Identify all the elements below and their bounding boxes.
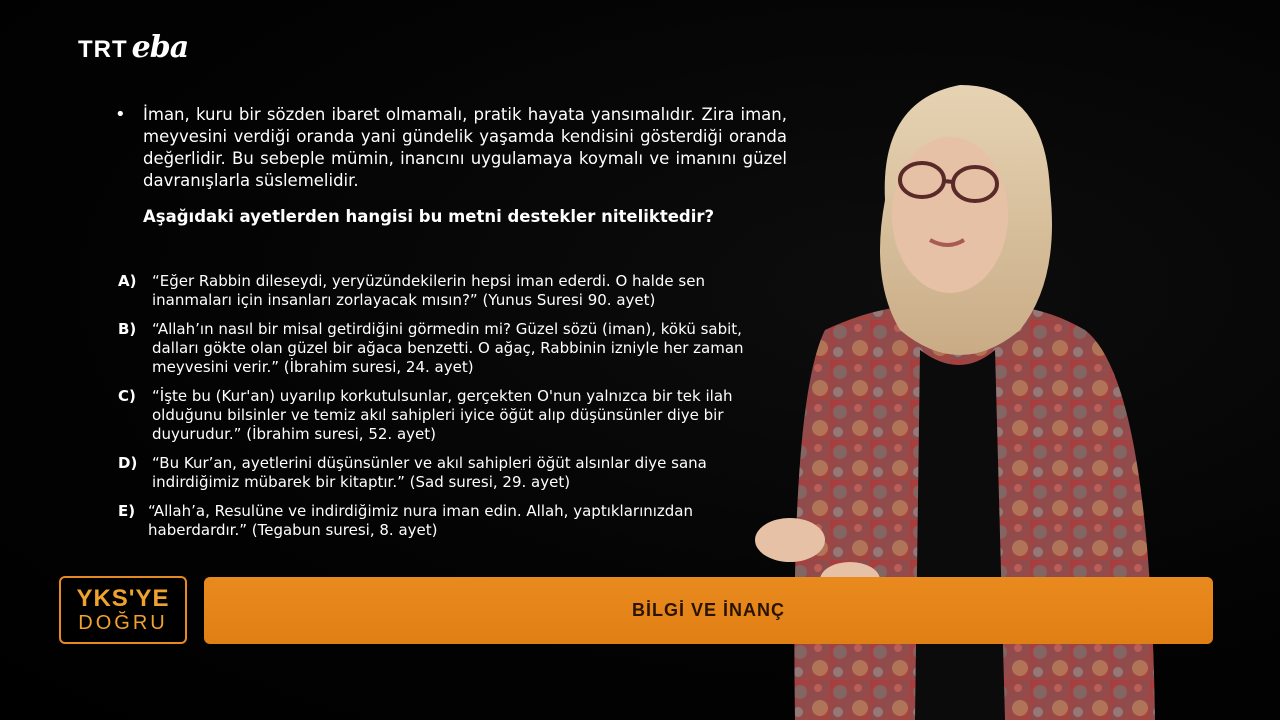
logo-trt-text: TRT (78, 36, 128, 63)
option-c (118, 387, 783, 444)
yks-badge-line1: YKS'YE (76, 585, 170, 612)
topic-banner (204, 577, 1213, 644)
question-stem: Aşağıdaki ayetlerden hangisi bu metni destekler niteliktedir? (143, 207, 715, 226)
option-a (118, 272, 783, 310)
option-letter: E) (118, 502, 136, 520)
option-d (118, 454, 783, 492)
answer-options (118, 272, 783, 550)
option-text: “Eğer Rabbin dileseydi, yeryüzündekilerin hepsi iman ederdi. O halde sen inanmaları için insanları zorlayacak mısın?” (Yunus Suresi 90. ayet) (152, 272, 705, 309)
option-letter: D) (118, 454, 138, 472)
question-block (115, 104, 787, 228)
option-text: “Allah’ın nasıl bir misal getirdiğini görmedin mi? Güzel sözü (iman), kökü sabit, dalları gökte olan güzel bir ağaca benzetti. O ağaç, Rabbinin izniyle her zaman meyvesini verir.” (İbrahim suresi, 24. ayet) (152, 320, 744, 376)
yks-badge (59, 576, 187, 644)
question-paragraph: İman, kuru bir sözden ibaret olmamalı, pratik hayata yansımalıdır. Zira iman, meyvesini verdiği oranda yani gündelik yaşamda kendisini gösterdiği oranda değerlidir. Bu sebeple mümin, inancını uygulamaya koymalı ve imanını güzel davranışlarla süslemelidir. (143, 105, 787, 190)
option-letter: C) (118, 387, 136, 405)
option-letter: B) (118, 320, 137, 338)
topic-title: BİLGİ VE İNANÇ (631, 600, 785, 620)
bullet-icon: • (115, 104, 126, 125)
question-paragraph-row (115, 104, 787, 192)
yks-badge-line2: DOĞRU (78, 612, 168, 634)
logo-eba-text: eba (131, 30, 189, 65)
trt-eba-logo (78, 30, 188, 65)
option-text: “İşte bu (Kur'an) uyarılıp korkutulsunlar, gerçekten O'nun yalnızca bir tek ilah olduğunu bilsinler ve temiz akıl sahipleri iyice öğüt alıp düşünsünler diye bir duyurudur.” (İbrahim suresi, 52. ayet) (152, 387, 733, 443)
option-letter: A) (118, 272, 137, 290)
option-text: “Bu Kur’an, ayetlerini düşünsünler ve akıl sahipleri öğüt alsınlar diye sana indirdiğimiz mübarek bir kitaptır.” (Sad suresi, 29. ayet) (152, 454, 707, 491)
option-e (118, 502, 783, 540)
option-text: “Allah’a, Resulüne ve indirdiğimiz nura iman edin. Allah, yaptıklarınızdan haberdardır.” (Tegabun suresi, 8. ayet) (148, 502, 694, 539)
option-b (118, 320, 783, 377)
